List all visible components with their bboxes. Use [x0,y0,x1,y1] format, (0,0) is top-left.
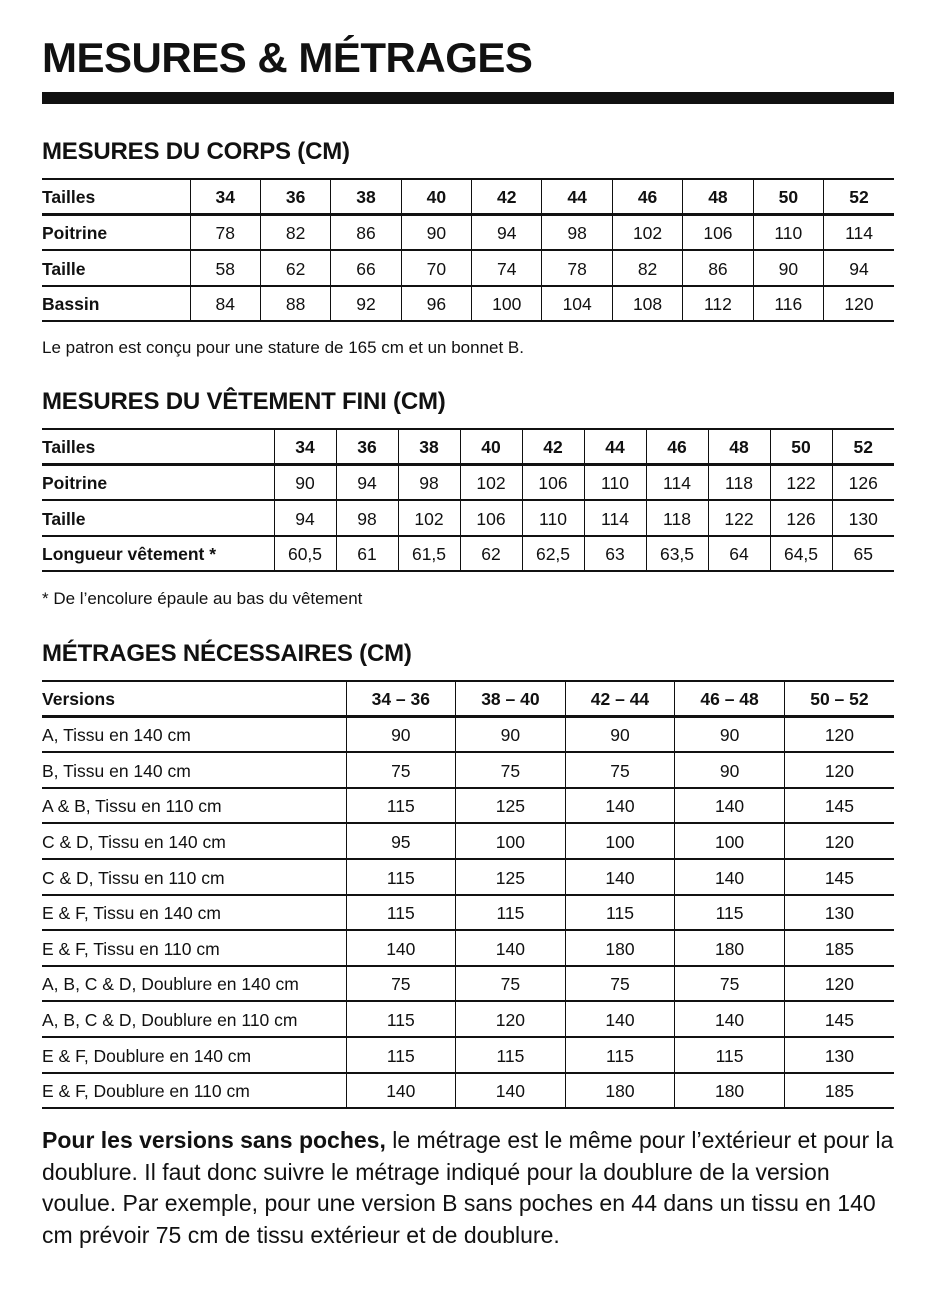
table-cell: 180 [675,1073,785,1109]
table-cell: 120 [824,286,894,322]
closing-paragraph [42,1125,902,1251]
table-cell: 62 [460,536,522,572]
table-cell: 70 [401,250,471,286]
table-cell: 63,5 [646,536,708,572]
column-header: 42 – 44 [565,681,675,717]
table-cell: 60,5 [274,536,336,572]
table-cell: 64,5 [770,536,832,572]
table-cell: 115 [565,895,675,931]
title-rule [42,92,894,104]
table-cell: 106 [683,215,753,251]
column-header: 50 [753,179,823,215]
column-header: 40 [460,429,522,465]
column-header: 48 [683,179,753,215]
column-header: 36 [336,429,398,465]
table-cell: 115 [456,1037,566,1073]
table-cell: 98 [336,500,398,536]
table-cell: 180 [675,930,785,966]
column-header-label: Tailles [42,429,274,465]
table-cell: 185 [784,1073,894,1109]
table-cell: 145 [784,1001,894,1037]
table-cell: 88 [260,286,330,322]
table-header-row [42,429,894,465]
table-cell: 140 [565,859,675,895]
row-label: A, B, C & D, Doublure en 110 cm [42,1001,346,1037]
closing-text: le métrage est le même pour l’extérieur et pour la doublure. Il faut donc suivre le métrage indiqué pour la doublure de la version voulue. Par exemple, pour une version B sans poches en 44 dans un tissu en 140 cm prévoir 75 cm de tissu extérieur et de doublure. [42,1127,894,1248]
table-cell: 95 [346,823,456,859]
table-cell: 98 [398,465,460,501]
body-measurements-table [42,178,894,322]
table-cell: 115 [346,1001,456,1037]
table-cell: 118 [708,465,770,501]
table-cell: 145 [784,788,894,824]
table-header-row [42,179,894,215]
table-cell: 115 [456,895,566,931]
table-cell: 75 [456,966,566,1002]
table-cell: 115 [565,1037,675,1073]
finished-garment-note: * De l’encolure épaule au bas du vêtement [42,589,363,608]
finished-garment-heading: MESURES DU VÊTEMENT FINI (CM) [42,388,446,415]
table-cell: 106 [522,465,584,501]
table-cell: 180 [565,930,675,966]
table-cell: 61 [336,536,398,572]
table-cell: 90 [401,215,471,251]
row-label: Longueur vêtement * [42,536,274,572]
table-row [42,717,894,753]
table-row [42,1001,894,1037]
table-cell: 110 [584,465,646,501]
table-cell: 90 [675,752,785,788]
fabric-requirements-heading: MÉTRAGES NÉCESSAIRES (CM) [42,640,412,667]
table-cell: 82 [612,250,682,286]
column-header: 38 [398,429,460,465]
table-cell: 118 [646,500,708,536]
table-cell: 114 [584,500,646,536]
table-cell: 58 [190,250,260,286]
finished-garment-table [42,428,894,572]
table-cell: 78 [542,250,612,286]
table-cell: 90 [456,717,566,753]
table-cell: 126 [770,500,832,536]
table-cell: 63 [584,536,646,572]
table-cell: 62,5 [522,536,584,572]
table-cell: 75 [565,966,675,1002]
column-header: 52 [824,179,894,215]
table-cell: 92 [331,286,401,322]
table-cell: 110 [753,215,823,251]
table-cell: 140 [565,1001,675,1037]
row-label: Taille [42,500,274,536]
table-cell: 90 [346,717,456,753]
table-row [42,930,894,966]
table-cell: 96 [401,286,471,322]
row-label: Poitrine [42,465,274,501]
table-row [42,536,894,572]
table-cell: 122 [708,500,770,536]
table-cell: 125 [456,859,566,895]
table-cell: 114 [824,215,894,251]
table-cell: 86 [331,215,401,251]
table-row [42,859,894,895]
row-label: Taille [42,250,190,286]
column-header: 36 [260,179,330,215]
table-cell: 140 [675,859,785,895]
closing-lead: Pour les versions sans poches, [42,1127,386,1153]
table-cell: 104 [542,286,612,322]
table-cell: 130 [784,1037,894,1073]
row-label: C & D, Tissu en 110 cm [42,859,346,895]
table-cell: 100 [472,286,542,322]
table-cell: 185 [784,930,894,966]
column-header: 52 [832,429,894,465]
table-cell: 102 [460,465,522,501]
table-row [42,215,894,251]
table-cell: 86 [683,250,753,286]
row-label: A, Tissu en 140 cm [42,717,346,753]
column-header-label: Tailles [42,179,190,215]
table-cell: 130 [784,895,894,931]
column-header: 46 – 48 [675,681,785,717]
row-label: B, Tissu en 140 cm [42,752,346,788]
table-cell: 180 [565,1073,675,1109]
table-cell: 120 [784,752,894,788]
column-header: 38 – 40 [456,681,566,717]
table-cell: 115 [675,895,785,931]
table-cell: 108 [612,286,682,322]
body-measurements-heading: MESURES DU CORPS (CM) [42,138,350,165]
column-header: 48 [708,429,770,465]
row-label: A & B, Tissu en 110 cm [42,788,346,824]
column-header: 44 [542,179,612,215]
table-cell: 90 [565,717,675,753]
table-cell: 61,5 [398,536,460,572]
table-cell: 84 [190,286,260,322]
table-cell: 115 [346,895,456,931]
table-header-row [42,681,894,717]
table-cell: 115 [346,1037,456,1073]
table-cell: 120 [784,823,894,859]
table-row [42,250,894,286]
table-cell: 120 [784,966,894,1002]
table-row [42,1073,894,1109]
table-cell: 100 [675,823,785,859]
table-cell: 94 [336,465,398,501]
column-header: 50 – 52 [784,681,894,717]
table-cell: 106 [460,500,522,536]
row-label: E & F, Doublure en 110 cm [42,1073,346,1109]
column-header: 40 [401,179,471,215]
table-cell: 75 [565,752,675,788]
table-cell: 65 [832,536,894,572]
table-cell: 140 [456,930,566,966]
table-row [42,286,894,322]
body-measurements-note: Le patron est conçu pour une stature de 165 cm et un bonnet B. [42,338,524,357]
table-row [42,823,894,859]
table-cell: 114 [646,465,708,501]
table-cell: 115 [675,1037,785,1073]
table-cell: 62 [260,250,330,286]
table-cell: 100 [565,823,675,859]
table-cell: 140 [565,788,675,824]
table-row [42,500,894,536]
table-cell: 90 [675,717,785,753]
table-cell: 120 [456,1001,566,1037]
table-cell: 78 [190,215,260,251]
table-cell: 140 [675,788,785,824]
table-row [42,788,894,824]
row-label: C & D, Tissu en 140 cm [42,823,346,859]
table-cell: 66 [331,250,401,286]
table-row [42,1037,894,1073]
column-header: 46 [646,429,708,465]
column-header: 34 [274,429,336,465]
table-cell: 112 [683,286,753,322]
fabric-requirements-table [42,680,894,1109]
row-label: Bassin [42,286,190,322]
column-header: 42 [522,429,584,465]
table-cell: 90 [753,250,823,286]
table-cell: 115 [346,859,456,895]
column-header: 38 [331,179,401,215]
table-cell: 74 [472,250,542,286]
page-title: MESURES & MÉTRAGES [42,34,533,81]
table-cell: 140 [675,1001,785,1037]
table-cell: 140 [346,1073,456,1109]
table-cell: 64 [708,536,770,572]
row-label: A, B, C & D, Doublure en 140 cm [42,966,346,1002]
column-header: 34 [190,179,260,215]
table-cell: 75 [346,752,456,788]
row-label: Poitrine [42,215,190,251]
column-header: 44 [584,429,646,465]
table-cell: 94 [472,215,542,251]
table-row [42,895,894,931]
table-cell: 125 [456,788,566,824]
column-header: 50 [770,429,832,465]
row-label: E & F, Tissu en 110 cm [42,930,346,966]
table-cell: 140 [456,1073,566,1109]
table-cell: 90 [274,465,336,501]
table-cell: 130 [832,500,894,536]
table-row [42,752,894,788]
table-cell: 120 [784,717,894,753]
column-header-label: Versions [42,681,346,717]
row-label: E & F, Doublure en 140 cm [42,1037,346,1073]
table-cell: 102 [398,500,460,536]
table-cell: 75 [675,966,785,1002]
table-cell: 94 [274,500,336,536]
table-cell: 140 [346,930,456,966]
table-cell: 100 [456,823,566,859]
column-header: 42 [472,179,542,215]
table-cell: 98 [542,215,612,251]
column-header: 46 [612,179,682,215]
column-header: 34 – 36 [346,681,456,717]
table-cell: 110 [522,500,584,536]
table-row [42,966,894,1002]
row-label: E & F, Tissu en 140 cm [42,895,346,931]
table-cell: 126 [832,465,894,501]
table-cell: 82 [260,215,330,251]
table-cell: 115 [346,788,456,824]
table-cell: 75 [456,752,566,788]
table-cell: 94 [824,250,894,286]
table-cell: 75 [346,966,456,1002]
table-cell: 145 [784,859,894,895]
table-cell: 116 [753,286,823,322]
table-cell: 102 [612,215,682,251]
table-row [42,465,894,501]
table-cell: 122 [770,465,832,501]
